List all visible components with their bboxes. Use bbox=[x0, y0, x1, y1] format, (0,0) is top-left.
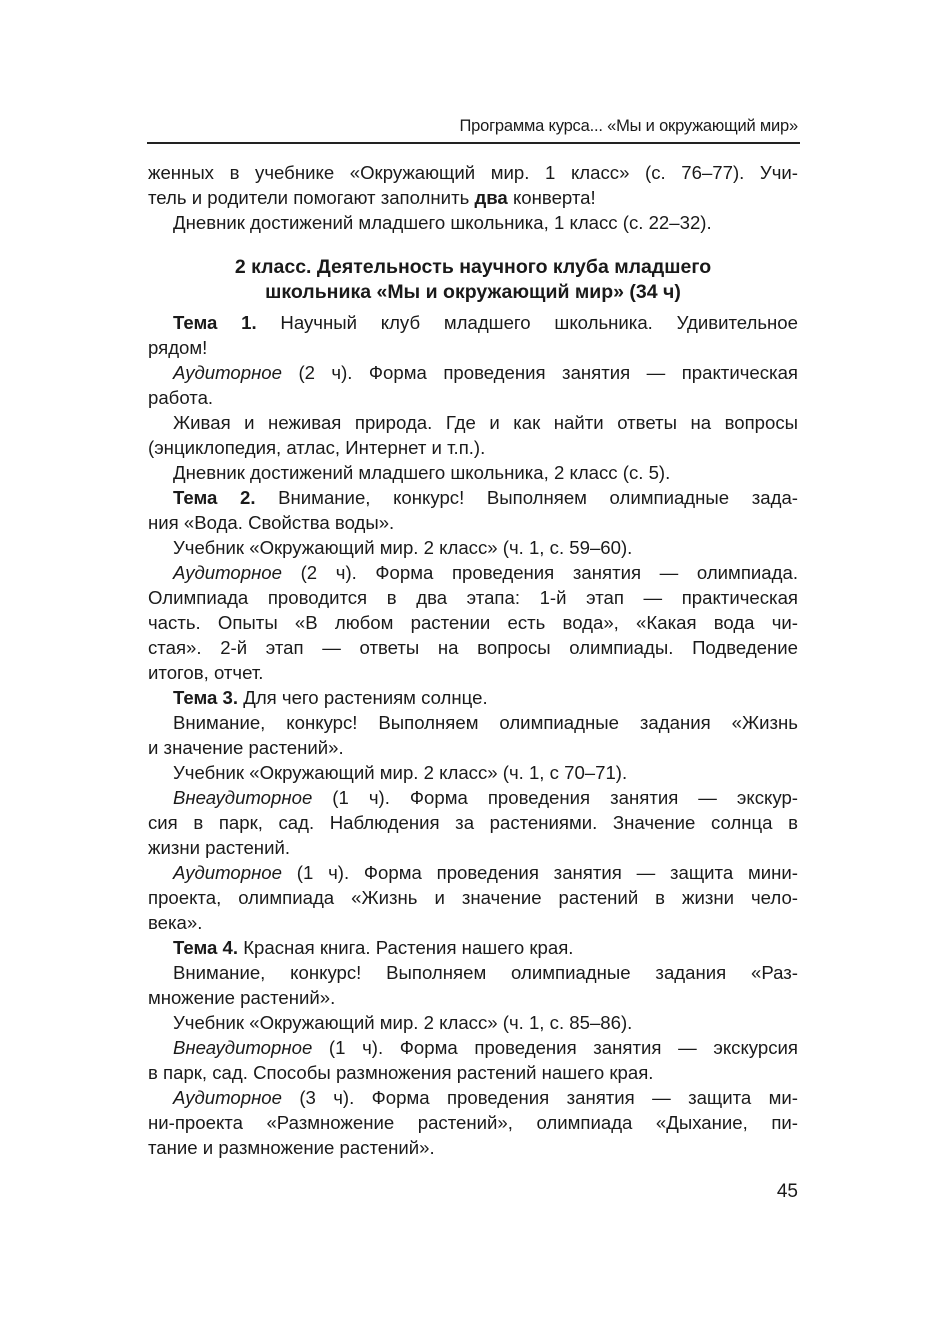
paragraph bbox=[148, 935, 798, 960]
text-run: Внимание, конкурс! Выполняем олимпиадные зада- bbox=[255, 487, 798, 508]
text-line bbox=[148, 360, 798, 385]
text-line bbox=[148, 935, 798, 960]
paragraph bbox=[148, 560, 798, 685]
paragraph bbox=[148, 760, 798, 785]
text-run: множение растений». bbox=[148, 987, 336, 1008]
bold-text: Тема 3. bbox=[173, 687, 239, 708]
text-run: конверта! bbox=[507, 187, 596, 208]
text-line bbox=[148, 335, 798, 360]
text-line bbox=[148, 960, 798, 985]
text-line bbox=[148, 1060, 798, 1085]
text-line bbox=[148, 1035, 798, 1060]
text-run: (2 ч). Форма проведения занятия — олимпиада. bbox=[281, 562, 798, 583]
italic-text: Внеаудиторное bbox=[173, 787, 313, 808]
text-run: Для чего растениям солнце. bbox=[238, 687, 488, 708]
text-run: Красная книга. Растения нашего края. bbox=[238, 937, 574, 958]
page-body bbox=[148, 160, 798, 1160]
paragraph bbox=[148, 860, 798, 935]
text-run: тание и размножение растений». bbox=[148, 1137, 435, 1158]
text-line bbox=[148, 410, 798, 435]
bold-text: Тема 2. bbox=[173, 487, 256, 508]
paragraph bbox=[148, 160, 798, 210]
text-line bbox=[148, 860, 798, 885]
header-rule bbox=[147, 142, 800, 144]
paragraph bbox=[148, 1035, 798, 1085]
italic-text: Аудиторное bbox=[173, 862, 282, 883]
italic-text: Аудиторное bbox=[173, 1087, 282, 1108]
text-line bbox=[148, 785, 798, 810]
paragraph bbox=[148, 1010, 798, 1035]
text-line bbox=[148, 435, 798, 460]
text-line bbox=[148, 910, 798, 935]
text-run: Учебник «Окружающий мир. 2 класс» (ч. 1, с. 85–86). bbox=[173, 1012, 633, 1033]
text-run: (1 ч). Форма проведения занятия — экскурсия bbox=[312, 1037, 798, 1058]
page-number: 45 bbox=[776, 1181, 798, 1202]
text-line bbox=[148, 585, 798, 610]
text-run: ния «Вода. Свойства воды». bbox=[148, 512, 395, 533]
paragraph bbox=[148, 210, 798, 235]
section-heading bbox=[148, 255, 798, 305]
text-run: ни-проекта «Размножение растений», олимпиада «Дыхание, пи- bbox=[148, 1112, 798, 1133]
text-line bbox=[148, 1085, 798, 1110]
text-run: (1 ч). Форма проведения занятия — экскур- bbox=[312, 787, 798, 808]
text-line bbox=[148, 810, 798, 835]
text-line bbox=[148, 1010, 798, 1035]
text-line bbox=[148, 885, 798, 910]
text-run: и значение растений». bbox=[148, 737, 344, 758]
text-run: проекта, олимпиада «Жизнь и значение растений в жизни чело- bbox=[148, 887, 798, 908]
text-run: тель и родители помогают заполнить bbox=[148, 187, 475, 208]
text-line bbox=[148, 1135, 798, 1160]
paragraph bbox=[148, 785, 798, 860]
text-line bbox=[148, 760, 798, 785]
text-line bbox=[148, 635, 798, 660]
text-line bbox=[148, 985, 798, 1010]
paragraph bbox=[148, 485, 798, 535]
text-run: часть. Опыты «В любом растении есть вода», «Какая вода чи- bbox=[148, 612, 798, 633]
text-run: итогов, отчет. bbox=[148, 662, 264, 683]
text-line bbox=[148, 835, 798, 860]
italic-text: Аудиторное bbox=[173, 562, 282, 583]
text-line bbox=[148, 710, 798, 735]
text-run: жизни растений. bbox=[148, 837, 291, 858]
italic-text: Аудиторное bbox=[173, 362, 282, 383]
text-run: Олимпиада проводится в два этапа: 1-й этап — практическая bbox=[148, 587, 798, 608]
text-run: Дневник достижений младшего школьника, 1 класс (с. 22–32). bbox=[173, 212, 712, 233]
text-line bbox=[148, 510, 798, 535]
text-run: Учебник «Окружающий мир. 2 класс» (ч. 1, с. 59–60). bbox=[173, 537, 633, 558]
text-run: рядом! bbox=[148, 337, 208, 358]
text-line bbox=[148, 560, 798, 585]
paragraph bbox=[148, 1085, 798, 1160]
bold-text: два bbox=[474, 187, 508, 208]
text-run: женных в учебнике «Окружающий мир. 1 класс» (с. 76–77). Учи- bbox=[148, 162, 798, 183]
text-line bbox=[148, 660, 798, 685]
text-line bbox=[148, 160, 798, 185]
text-run: Научный клуб младшего школьника. Удивительное bbox=[256, 312, 798, 333]
text-run: работа. bbox=[148, 387, 214, 408]
text-run: в парк, сад. Способы размножения растений нашего края. bbox=[148, 1062, 654, 1083]
text-line bbox=[148, 1110, 798, 1135]
text-run: стая». 2-й этап — ответы на вопросы олимпиады. Подведение bbox=[148, 637, 798, 658]
paragraph bbox=[148, 410, 798, 460]
text-line bbox=[148, 685, 798, 710]
heading-line: 2 класс. Деятельность научного клуба младшего bbox=[234, 256, 712, 278]
text-run: Живая и неживая природа. Где и как найти ответы на вопросы bbox=[173, 412, 798, 433]
text-run: сия в парк, сад. Наблюдения за растениями. Значение солнца в bbox=[148, 812, 798, 833]
heading-line: школьника «Мы и окружающий мир» (34 ч) bbox=[265, 281, 681, 303]
text-run: (3 ч). Форма проведения занятия — защита ми- bbox=[281, 1087, 798, 1108]
text-line bbox=[148, 185, 798, 210]
text-line bbox=[148, 735, 798, 760]
text-run: (2 ч). Форма проведения занятия — практическая bbox=[281, 362, 798, 383]
paragraph bbox=[148, 310, 798, 360]
paragraph bbox=[148, 360, 798, 410]
paragraph bbox=[148, 535, 798, 560]
text-line bbox=[148, 385, 798, 410]
text-run: Учебник «Окружающий мир. 2 класс» (ч. 1, с 70–71). bbox=[173, 762, 628, 783]
text-run: Внимание, конкурс! Выполняем олимпиадные задания «Раз- bbox=[173, 962, 798, 983]
text-line bbox=[148, 535, 798, 560]
text-run: (энциклопедия, атлас, Интернет и т.п.). bbox=[148, 437, 486, 458]
paragraph bbox=[148, 960, 798, 1010]
text-line bbox=[148, 310, 798, 335]
text-run: века». bbox=[148, 912, 203, 933]
text-run: Внимание, конкурс! Выполняем олимпиадные задания «Жизнь bbox=[173, 712, 798, 733]
paragraph bbox=[148, 710, 798, 760]
text-run: (1 ч). Форма проведения занятия — защита мини- bbox=[281, 862, 798, 883]
text-line bbox=[148, 610, 798, 635]
text-run: Дневник достижений младшего школьника, 2 класс (с. 5). bbox=[173, 462, 671, 483]
bold-text: Тема 1. bbox=[173, 312, 257, 333]
text-line bbox=[148, 485, 798, 510]
text-line bbox=[148, 460, 798, 485]
italic-text: Внеаудиторное bbox=[173, 1037, 313, 1058]
text-line bbox=[148, 210, 798, 235]
paragraph bbox=[148, 685, 798, 710]
bold-text: Тема 4. bbox=[173, 937, 239, 958]
running-head: Программа курса... «Мы и окружающий мир» bbox=[459, 117, 798, 135]
paragraph bbox=[148, 460, 798, 485]
